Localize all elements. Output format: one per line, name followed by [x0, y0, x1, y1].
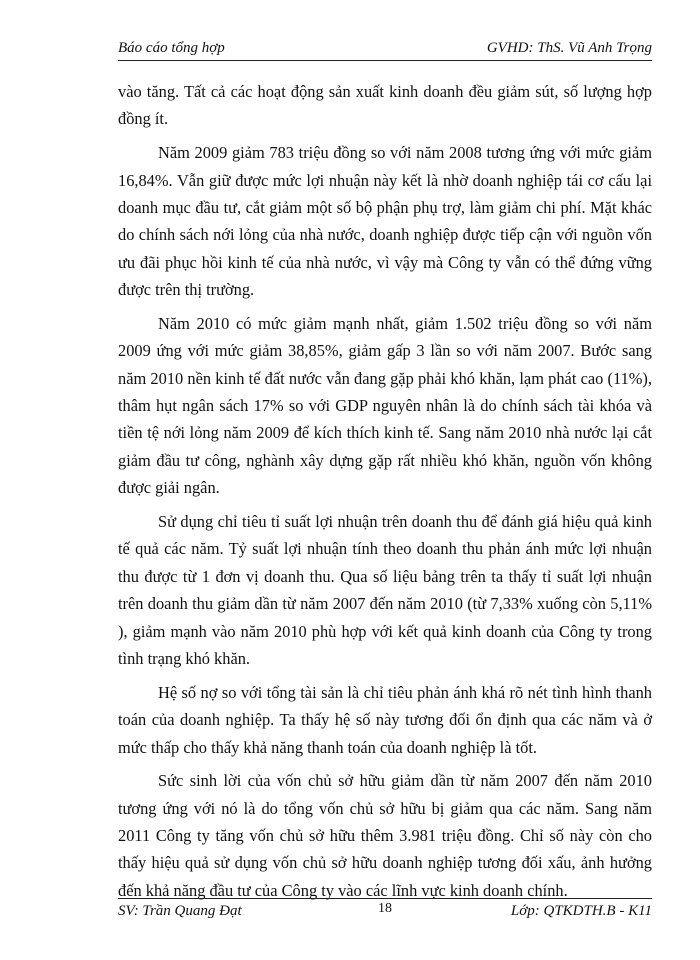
page-header: [118, 38, 652, 61]
page-number: 18: [378, 901, 392, 916]
header-report-title: Báo cáo tổng hợp: [118, 40, 225, 56]
page-footer: [118, 898, 652, 923]
paragraph-debt-ratio: Hệ số nợ so với tổng tài sản là chỉ tiêu phản ánh khá rõ nét tình hình thanh toán của doanh nghiệp. Ta thấy hệ số này tương đối ổn định qua các năm và ở mức thấp cho thấy khả năng thanh toán của doanh nghiệp là tốt.: [118, 682, 652, 757]
page-body: [118, 78, 652, 911]
paragraph-profit-margin: Sử dụng chỉ tiêu tỉ suất lợi nhuận trên doanh thu để đánh giá hiệu quả kinh tế quả các năm. Tỷ suất lợi nhuận tính theo doanh thu phản ánh mức lợi nhuận thu được từ 1 đơn vị doanh thu. Qua số liệu bảng trên ta thấy tỉ suất lợi nhuận trên doanh thu giảm dần từ năm 2007 đến năm 2010 (từ 7,33% xuống còn 5,11% ), giảm mạnh vào năm 2010 phù hợp với kết quả kinh doanh của Công ty trong tình trạng khó khăn.: [118, 511, 652, 669]
footer-class: Lớp: QTKDTH.B - K11: [510, 903, 652, 919]
footer-student: SV: Trần Quang Đạt: [118, 903, 242, 919]
paragraph-roe: Sức sinh lời của vốn chủ sở hữu giảm dần từ năm 2007 đến năm 2010 tương ứng với nó là do tổng vốn chủ sở hữu bị giảm qua các năm. Sang năm 2011 Công ty tăng vốn chủ sở hữu thêm 3.981 triệu đồng. Chỉ số này còn cho thấy hiệu quả sử dụng vốn chủ sở hữu doanh nghiệp tương đối xấu, ảnh hưởng đến khả năng đầu tư của Công ty vào các lĩnh vực kinh doanh chính.: [118, 771, 652, 900]
paragraph-continuation: vào tăng. Tất cả các hoạt động sản xuất kinh doanh đều giảm sút, số lượng hợp đồng ít.: [118, 82, 652, 129]
paragraph-2010-profit: Năm 2010 có mức giảm mạnh nhất, giảm 1.502 triệu đồng so với năm 2009 ứng với mức giảm 38,85%, giảm gấp 3 lần so với năm 2007. Bước sang năm 2010 nền kinh tế đất nước vẫn đang gặp phải khó khăn, lạm phát cao (11%), thâm hụt ngân sách 17% so với GDP nguyên nhân là do chính sách tài khóa và tiền tệ nới lỏng năm 2009 để kích thích kinh tế. Sang năm 2010 nhà nước lại cắt giảm đầu tư công, nghành xây dựng gặp rất nhiều khó khăn, nguồn vốn không được giải ngân.: [118, 313, 652, 498]
paragraph-2009-profit: Năm 2009 giảm 783 triệu đồng so với năm 2008 tương ứng với mức giảm 16,84%. Vẫn giữ được mức lợi nhuận này kết là nhờ doanh nghiệp tái cơ cấu lại doanh mục đầu tư, cắt giảm một số bộ phận phụ trợ, làm giảm chi phí. Mặt khác do chính sách nới lỏng của nhà nước, doanh nghiệp được tiếp cận với nguồn vốn ưu đãi phục hồi kinh tế của nhà nước, vì vậy mà Công ty vẫn có thể đứng vững được trên thị trường.: [118, 143, 652, 300]
header-supervisor: GVHD: ThS. Vũ Anh Trọng: [486, 40, 652, 56]
